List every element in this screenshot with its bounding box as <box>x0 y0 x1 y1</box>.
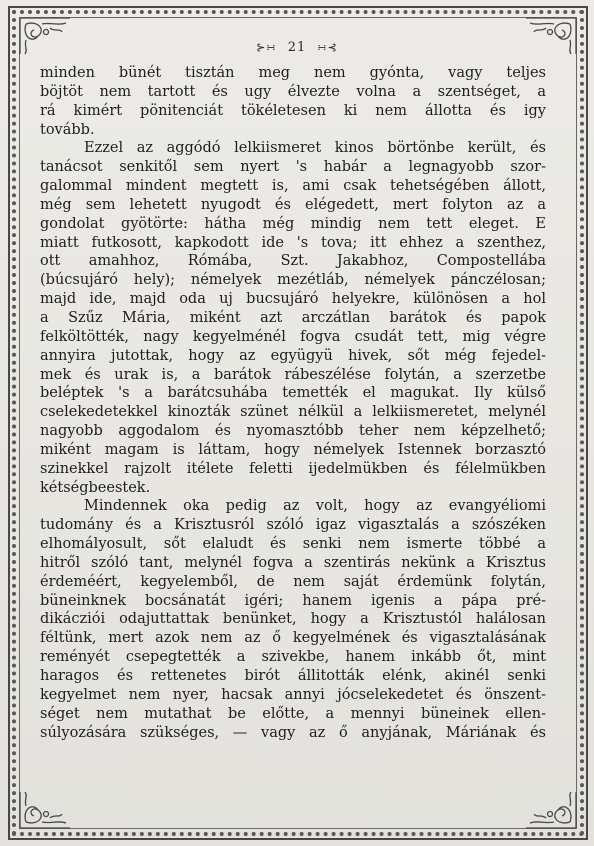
paragraph <box>40 64 546 139</box>
text-line: minden bünét tisztán meg nem gyónta, vagy teljes <box>40 65 546 81</box>
text-line: miatt futkosott, kapkodott ide 's tova; itt ehhez a szenthez, <box>40 234 546 251</box>
text-line: galommal mindent megtett is, ami csak tehetségében állott, <box>40 178 546 195</box>
text-line: haragos és rettenetes birót állitották elénk, akinél senki <box>40 668 546 684</box>
text-line: (búcsujáró hely); némelyek mezétláb, némelyek pánczélosan; <box>40 272 546 289</box>
text-line: szinekkel rajzolt itélete feletti ijedelmükben és félelmükben <box>40 460 546 477</box>
text-line: séget nem mutathat be előtte, a mennyi büneinek ellen- <box>40 705 546 722</box>
text-line: mek és urak is, a barátok rábeszélése folytán, a szerzetbe <box>40 366 546 383</box>
corner-ornament-bottom-left <box>16 788 74 832</box>
paragraph <box>40 139 546 497</box>
page-number: 21 <box>287 40 307 55</box>
text-line: rá kimért pönitenciát tökéletesen ki nem állotta és igy <box>40 102 546 119</box>
body-text <box>40 64 546 742</box>
page-number-left-ornament: ⊱∺ <box>256 41 277 54</box>
text-line: elhomályosult, sőt elaludt és senki nem ismerte többé a <box>40 536 546 553</box>
text-line: kegyelmet nem nyer, hacsak annyi jócselekedetet és önszent- <box>40 686 546 703</box>
page-number-right-ornament: ∺⊰ <box>317 41 338 54</box>
text-line: majd ide, majd oda uj bucsujáró helyekre, különösen a hol <box>40 291 546 308</box>
paragraph <box>40 497 546 742</box>
text-line: miként magam is láttam, hogy némelyek Istennek borzasztó <box>40 441 546 458</box>
text-line: cselekedetekkel kinozták szünet nélkül a lelkiismeretet, melynél <box>40 404 546 421</box>
text-line: reményét csepegtették a szivekbe, hanem inkább őt, mint <box>40 649 546 666</box>
text-line: felköltötték, nagy kegyelménél fogva csudát tett, mig végre <box>40 328 546 345</box>
text-line: beléptek 's a barátcsuhába temették el magukat. Ily külső <box>40 385 546 402</box>
text-line: tudomány és a Krisztusról szóló igaz vigasztalás a szószéken <box>40 517 546 534</box>
text-line: ott amahhoz, Rómába, Szt. Jakabhoz, Compostellába <box>40 253 546 270</box>
text-line: böjtöt nem tartott és ugy élvezte volna a szentséget, a <box>40 83 546 100</box>
corner-ornament-bottom-right <box>522 788 580 832</box>
text-line: hitről szóló tant, melynél fogva a szentirás nekünk a Krisztus <box>40 554 546 571</box>
text-line: dikácziói odajuttattak benünket, hogy a Krisztustól halálosan <box>40 611 546 628</box>
text-line: Mindennek oka pedig az volt, hogy az evangyéliomi <box>84 498 546 515</box>
text-line: büneinknek bocsánatát igéri; hanem igenis a pápa pré- <box>40 592 546 609</box>
text-line: gondolat gyötörte: hátha még mindig nem tett eleget. E <box>40 215 546 232</box>
text-line: Ezzel az aggódó lelkiismeret kinos börtönbe került, és <box>84 140 546 157</box>
text-line: még sem lehetett nyugodt és elégedett, mert folyton az a <box>40 196 546 213</box>
text-line: féltünk, mert azok nem az ő kegyelmének és vigasztalásának <box>40 630 546 647</box>
text-line: tovább. <box>40 121 95 138</box>
text-line: súlyozására szükséges, — vagy az ő anyjának, Máriának és <box>40 724 546 741</box>
page-number-header <box>0 40 594 55</box>
text-line: érdeméért, kegyelemből, de nem saját érdemünk folytán, <box>40 573 546 590</box>
text-line: nagyobb aggodalom és nyomasztóbb teher nem képzelhető; <box>40 423 546 440</box>
text-line: a Szűz Mária, miként azt arczátlan barátok és papok <box>40 309 546 326</box>
text-line: tanácsot senkitől sem nyert 's habár a legnagyobb szor- <box>40 159 546 176</box>
text-line: annyira jutottak, hogy az együgyü hivek, sőt még fejedel- <box>40 347 546 364</box>
text-line: kétségbeestek. <box>40 479 151 496</box>
